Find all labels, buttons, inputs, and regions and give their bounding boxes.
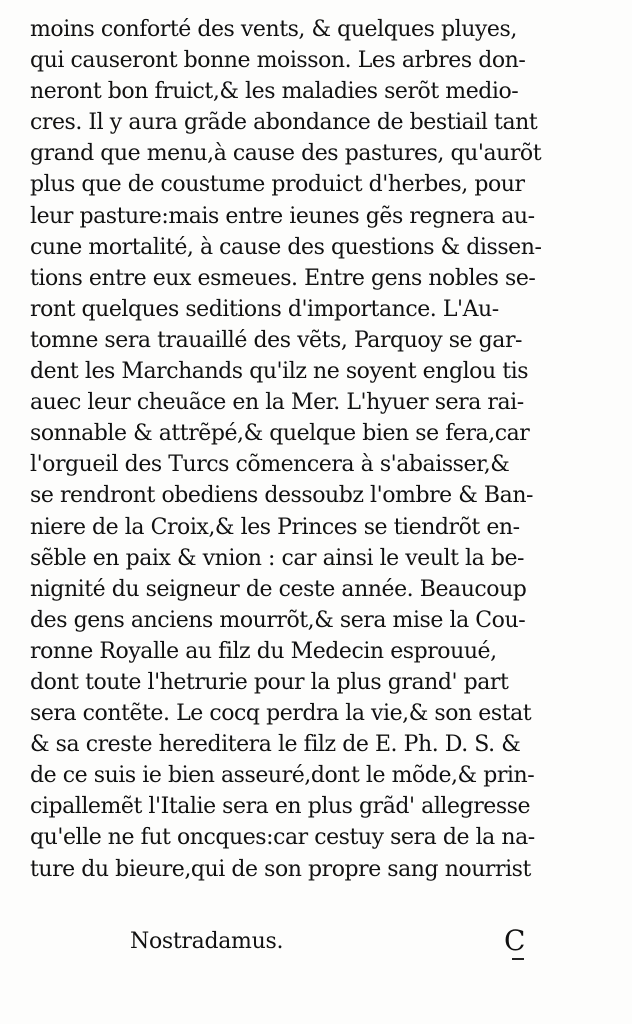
text-line-25: de ce suis ie bien asseuré,dont le mõde,& prin- xyxy=(30,763,535,789)
text-line-17: niere de la Croix,& les Princes se tiendrõt en- xyxy=(30,514,520,540)
signature-mark: C xyxy=(504,924,526,957)
text-line-16: se rendront obediens dessoubz l'ombre & Ban- xyxy=(30,483,534,509)
text-line-2: qui causeront bonne moisson. Les arbres don- xyxy=(30,48,526,74)
text-line-28: ture du bieure,qui de son propre sang nourrist xyxy=(30,856,531,882)
body-text xyxy=(30,14,590,885)
text-line-5: grand que menu,à cause des pastures, qu'aurõt xyxy=(30,141,542,167)
text-line-3: neront bon fruict,& les maladies serõt medio- xyxy=(30,79,519,105)
text-line-1: moins conforté des vents, & quelques pluyes, xyxy=(30,17,517,42)
text-line-10: ront quelques seditions d'importance. L'Au- xyxy=(30,296,499,322)
page-footer xyxy=(0,926,632,966)
text-line-11: tomne sera trauaillé des vẽts, Parquoy se gar- xyxy=(30,327,523,353)
text-line-13: auec leur cheuãce en la Mer. L'hyuer sera rai- xyxy=(30,390,524,416)
text-line-22: dont toute l'hetrurie pour la plus grand' part xyxy=(30,669,509,695)
text-line-19: nignité du seigneur de ceste année. Beaucoup xyxy=(30,576,527,602)
text-line-21: ronne Royalle au filz du Medecin esprouué, xyxy=(30,638,497,664)
text-line-18: sẽble en paix & vnion : car ainsi le veult la be- xyxy=(30,545,525,571)
text-line-14: sonnable & attrẽpé,& quelque bien se fera,car xyxy=(30,421,530,447)
text-line-12: dent les Marchands qu'ilz ne soyent englou tis xyxy=(30,359,529,385)
text-line-20: des gens anciens mourrõt,& sera mise la Cou- xyxy=(30,607,526,633)
text-line-4: cres. Il y aura grãde abondance de bestiail tant xyxy=(30,110,538,136)
signature-underline xyxy=(512,958,524,960)
text-line-23: sera contẽte. Le cocq perdra la vie,& son estat xyxy=(30,701,532,727)
text-line-8: cune mortalité, à cause des questions & dissen- xyxy=(30,234,542,260)
text-line-27: qu'elle ne fut oncques:car cestuy sera de la na- xyxy=(30,825,535,851)
text-line-26: cipallemẽt l'Italie sera en plus grãd' allegresse xyxy=(30,794,531,820)
catchword: Nostradamus. xyxy=(130,929,284,954)
text-line-15: l'orgueil des Turcs cõmencera à s'abaisser,& xyxy=(30,452,510,478)
text-line-9: tions entre eux esmeues. Entre gens nobles se- xyxy=(30,265,536,291)
text-line-6: plus que de coustume produict d'herbes, pour xyxy=(30,172,525,198)
text-line-24: & sa creste hereditera le filz de E. Ph. D. S. & xyxy=(30,732,521,758)
text-line-7: leur pasture:mais entre ieunes gẽs regnera au- xyxy=(30,203,535,229)
